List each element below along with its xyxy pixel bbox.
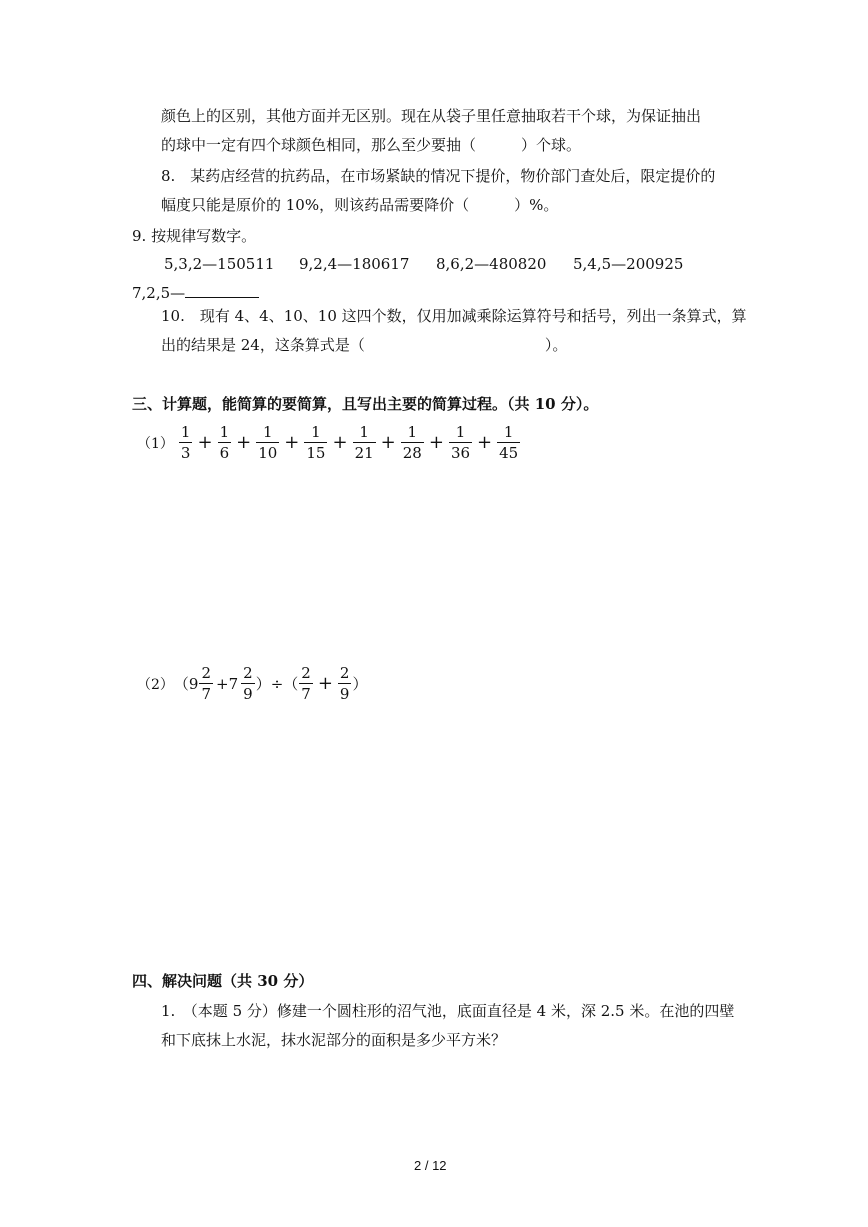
plus-operator: + bbox=[477, 432, 493, 453]
fraction-bar bbox=[241, 683, 255, 684]
plus-operator: + bbox=[236, 432, 252, 453]
q10-line-1: 10. 现有 4、4、10、10 这四个数，仅用加减乘除运算符号和括号，列出一条算式，算 bbox=[161, 307, 747, 325]
problem-1-line-2: 和下底抹上水泥，抹水泥部分的面积是多少平方米？ bbox=[161, 1031, 507, 1049]
numerator: 1 bbox=[455, 423, 466, 441]
calc-2-label: （2） bbox=[137, 676, 174, 693]
q7-line-1: 颜色上的区别，其他方面并无区别。现在从袋子里任意抽取若干个球，为保证抽出 bbox=[161, 107, 702, 125]
numerator: 1 bbox=[407, 423, 418, 441]
problem-1-line-1: 1. （本题 5 分）修建一个圆柱形的沼气池，底面直径是 4 米，深 2.5 米。在池的四壁 bbox=[161, 1002, 735, 1020]
denominator: 21 bbox=[354, 444, 374, 462]
calc-2-plus-7: +7 bbox=[216, 674, 239, 693]
fraction-bar bbox=[304, 442, 327, 443]
fraction-bar bbox=[218, 442, 232, 443]
fraction-bar bbox=[497, 442, 520, 443]
plus-operator: + bbox=[332, 432, 348, 453]
fraction bbox=[497, 424, 520, 461]
denominator: 3 bbox=[180, 444, 191, 462]
denominator: 7 bbox=[301, 685, 311, 703]
calc-2-expression bbox=[137, 665, 367, 702]
numerator: 1 bbox=[359, 423, 369, 441]
fraction bbox=[353, 424, 376, 461]
numerator: 1 bbox=[311, 423, 321, 441]
fraction bbox=[304, 424, 327, 461]
fraction bbox=[256, 424, 279, 461]
plus-operator: + bbox=[317, 673, 333, 694]
q10-line-2: 出的结果是 24，这条算式是（ ）。 bbox=[161, 336, 568, 354]
q9-pattern: 8,6,2—480820 bbox=[436, 255, 547, 273]
denominator: 36 bbox=[450, 444, 471, 462]
q9-pattern: 5,4,5—200925 bbox=[573, 255, 684, 273]
section-4-title: 四、解决问题（共 30 分） bbox=[132, 972, 314, 990]
denominator: 45 bbox=[499, 444, 519, 462]
q8-line-2: 幅度只能是原价的 10%，则该药品需要降价（ ）%。 bbox=[161, 196, 559, 214]
fraction bbox=[338, 665, 352, 702]
q9-pattern: 5,3,2—150511 bbox=[164, 255, 275, 273]
calc-2-divide: ）÷（ bbox=[255, 675, 299, 693]
denominator: 6 bbox=[219, 444, 230, 462]
q7-line-2: 的球中一定有四个球颜色相同，那么至少要抽（ ）个球。 bbox=[161, 136, 582, 154]
calc-1-expression bbox=[137, 424, 521, 461]
fraction bbox=[401, 424, 424, 461]
numerator: 1 bbox=[503, 423, 514, 441]
numerator: 2 bbox=[201, 664, 212, 682]
numerator: 1 bbox=[262, 423, 273, 441]
numerator: 2 bbox=[301, 664, 311, 682]
page-number: 2 / 12 bbox=[414, 1158, 447, 1173]
calc-2-open: （9 bbox=[173, 675, 199, 693]
denominator: 15 bbox=[306, 444, 326, 462]
numerator: 2 bbox=[243, 664, 253, 682]
calc-1-terms bbox=[178, 424, 521, 461]
fraction bbox=[449, 424, 472, 461]
plus-operator: + bbox=[197, 432, 213, 453]
fraction bbox=[299, 665, 313, 702]
fraction bbox=[179, 424, 193, 461]
calc-1-label: （1） bbox=[137, 435, 174, 452]
answer-blank[interactable] bbox=[185, 283, 259, 298]
plus-operator: + bbox=[284, 432, 300, 453]
denominator: 7 bbox=[201, 685, 212, 703]
fraction bbox=[241, 665, 255, 702]
plus-operator: + bbox=[428, 432, 444, 453]
fraction-bar bbox=[256, 442, 279, 443]
fraction bbox=[218, 424, 232, 461]
fraction-bar bbox=[179, 442, 193, 443]
q8-line-1: 8. 某药店经营的抗药品，在市场紧缺的情况下提价，物价部门查处后，限定提价的 bbox=[161, 167, 716, 185]
calc-2-close: ） bbox=[352, 675, 368, 693]
fraction-bar bbox=[299, 683, 313, 684]
numerator: 2 bbox=[339, 664, 350, 682]
fraction-bar bbox=[353, 442, 376, 443]
q9-last-pattern: 7,2,5— bbox=[132, 284, 186, 302]
numerator: 1 bbox=[180, 423, 191, 441]
fraction-bar bbox=[401, 442, 424, 443]
denominator: 9 bbox=[339, 685, 350, 703]
fraction-bar bbox=[199, 683, 213, 684]
q9-last-line bbox=[132, 283, 259, 303]
section-3-title: 三、计算题，能简算的要简算，且写出主要的简算过程。（共 10 分）。 bbox=[132, 395, 599, 413]
q9-pattern: 9,2,4—180617 bbox=[299, 255, 410, 273]
fraction-bar bbox=[338, 683, 352, 684]
fraction bbox=[199, 665, 213, 702]
denominator: 9 bbox=[243, 685, 253, 703]
fraction-bar bbox=[449, 442, 472, 443]
denominator: 10 bbox=[258, 444, 278, 462]
q9-title: 9. 按规律写数字。 bbox=[132, 227, 257, 245]
plus-operator: + bbox=[380, 432, 396, 453]
numerator: 1 bbox=[219, 423, 230, 441]
denominator: 28 bbox=[402, 444, 422, 462]
